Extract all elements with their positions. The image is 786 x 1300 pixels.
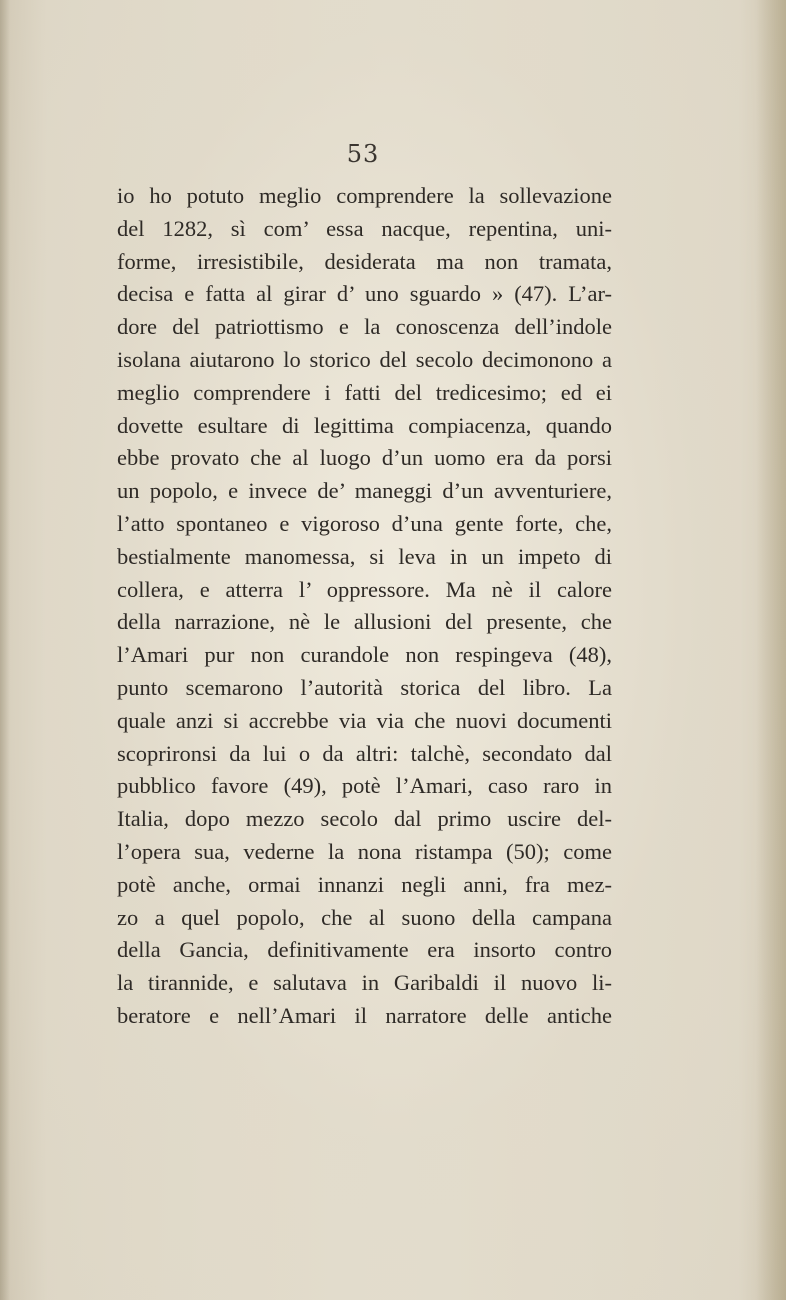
text-line: un popolo, e invece de’ maneggi d’un avventuriere, <box>117 478 612 504</box>
text-line: beratore e nell’Amari il narratore delle antiche <box>117 1002 612 1028</box>
text-line: pubblico favore (49), potè l’Amari, caso raro in <box>117 773 612 799</box>
text-line: forme, irresistibile, desiderata ma non tramata, <box>117 248 612 274</box>
text-line: bestialmente manomessa, si leva in un impeto di <box>117 543 612 569</box>
body-text <box>117 180 612 1033</box>
text-line: scoprironsi da lui o da altri: talchè, secondato dal <box>117 740 612 766</box>
text-line: del 1282, sì com’ essa nacque, repentina, uni- <box>117 215 612 241</box>
text-line: io ho potuto meglio comprendere la sollevazione <box>117 183 612 208</box>
text-line: collera, e atterra l’ oppressore. Ma nè il calore <box>117 576 612 602</box>
text-line: meglio comprendere i fatti del tredicesimo; ed ei <box>117 379 612 405</box>
text-line: la tirannide, e salutava in Garibaldi il nuovo li- <box>117 970 612 996</box>
text-line: zo a quel popolo, che al suono della campana <box>117 904 612 930</box>
text-line: l’opera sua, vederne la nona ristampa (50); come <box>117 838 612 864</box>
text-line: quale anzi si accrebbe via via che nuovi documenti <box>117 707 612 733</box>
text-line: dore del patriottismo e la conoscenza dell’indole <box>117 314 612 340</box>
text-line: dovette esultare di legittima compiacenza, quando <box>117 412 612 438</box>
text-line: l’atto spontaneo e vigoroso d’una gente forte, che, <box>117 510 612 536</box>
text-line: decisa e fatta al girar d’ uno sguardo » (47). L’ar- <box>117 281 612 307</box>
text-line: ebbe provato che al luogo d’un uomo era da porsi <box>117 445 612 471</box>
page-number: 53 <box>346 140 380 168</box>
text-line: punto scemarono l’autorità storica del libro. La <box>117 674 612 700</box>
text-line: della narrazione, nè le allusioni del presente, che <box>117 609 612 635</box>
text-line: potè anche, ormai innanzi negli anni, fra mez- <box>117 871 612 897</box>
page-edge-left <box>0 0 10 1300</box>
page-edge-right <box>756 0 786 1300</box>
text-line: l’Amari pur non curandole non respingeva (48), <box>117 642 612 668</box>
text-line: Italia, dopo mezzo secolo dal primo uscire del- <box>117 806 612 832</box>
text-line: della Gancia, definitivamente era insorto contro <box>117 937 612 963</box>
text-line: isolana aiutarono lo storico del secolo decimonono a <box>117 346 612 372</box>
